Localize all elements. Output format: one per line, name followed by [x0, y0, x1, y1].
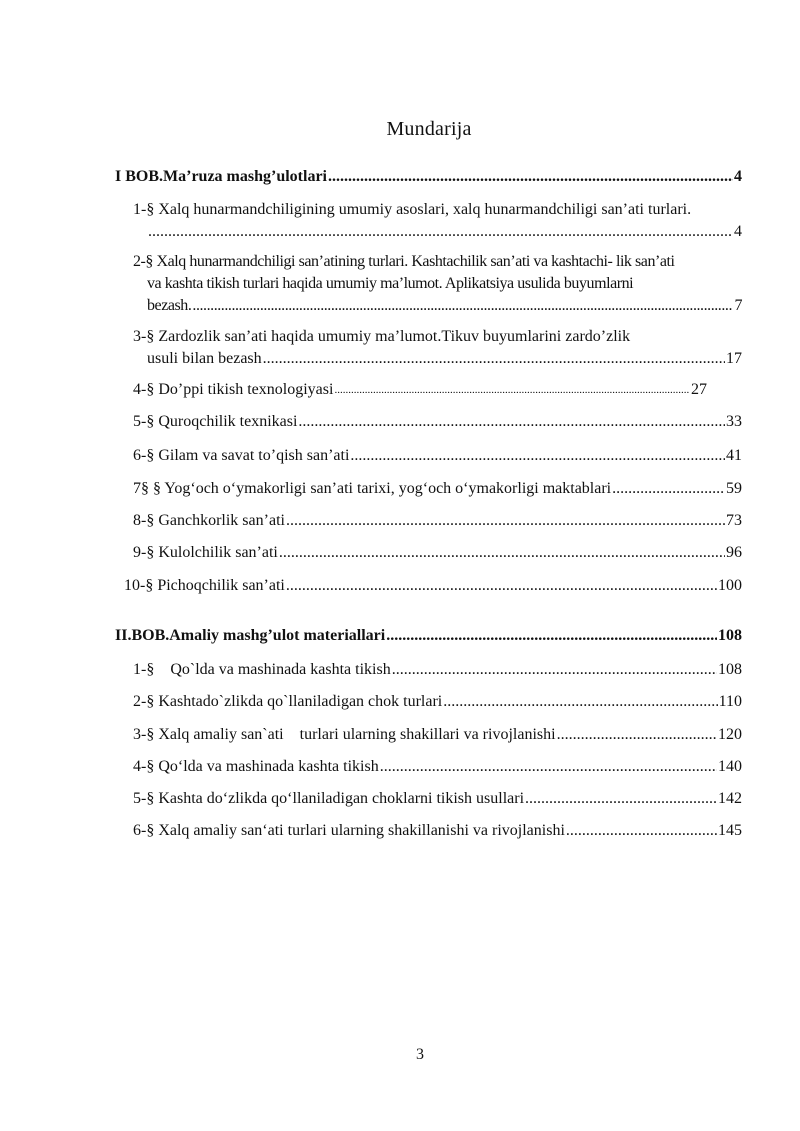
toc-leader-dots [148, 221, 733, 243]
toc-page-number: 96 [726, 544, 742, 561]
toc-entry-text: bezash. [147, 297, 192, 314]
toc-entry-9[interactable] [133, 542, 742, 564]
toc-leader-dots [443, 691, 717, 713]
toc-page-number: 142 [718, 790, 742, 807]
toc-leader-dots [334, 379, 690, 401]
toc-leader-dots [328, 166, 733, 188]
toc-entry-text: 3-§ Xalq amaliy san`ati turlari ularning shakillari va rivojlanishi [133, 726, 556, 743]
page-number: 3 [416, 1046, 424, 1063]
toc-leader-dots [286, 575, 717, 597]
toc-page-number: 108 [718, 661, 742, 678]
toc-page-number: 7 [734, 297, 742, 314]
toc-entry-text: 8-§ Ganchkorlik san’ati [133, 512, 285, 529]
toc-page-number: 73 [726, 512, 742, 529]
toc-leader-dots [566, 820, 717, 842]
toc-leader-dots [263, 348, 725, 370]
toc-page-number: 4 [734, 168, 742, 185]
toc-page-number: 4 [734, 223, 742, 240]
toc-leader-dots [612, 478, 725, 500]
toc-entry-text: 9-§ Kulolchilik san’ati [133, 544, 278, 561]
toc-page-number: 120 [718, 726, 742, 743]
toc-entry-ii-5[interactable] [133, 788, 742, 810]
toc-page-number: 100 [718, 577, 742, 594]
toc-chapter-1[interactable] [115, 166, 742, 188]
toc-entry-text: II.BOB.Amaliy mashg’ulot materiallari [115, 627, 386, 644]
toc-entry-ii-2[interactable] [133, 691, 742, 713]
toc-entry-text: 2-§ Kashtado`zlikda qo`llaniladigan chok turlari [133, 693, 443, 710]
toc-leader-dots [525, 788, 717, 810]
toc-entry-text: 10-§ Pichoqchilik san’ati [124, 577, 285, 594]
toc-entry-text: 4-§ Qo‘lda va mashinada kashta tikish [133, 758, 379, 775]
toc-entry-text: 7§ § Yog‘och o‘ymakorligi san’ati tarixi, yog‘och o‘ymakorligi maktablari [133, 480, 612, 497]
toc-entry-text: 6-§ Gilam va savat to’qish san’ati [133, 447, 350, 464]
toc-page-number: 59 [726, 480, 742, 497]
toc-leader-dots [192, 295, 733, 317]
toc-entry-text: 6-§ Xalq amaliy san‘ati turlari ularning shakillanishi va rivojlanishi [133, 822, 565, 839]
toc-entry-7[interactable] [133, 478, 742, 500]
toc-entry-text: 5-§ Quroqchilik texnikasi [133, 413, 298, 430]
toc-chapter-2[interactable] [115, 625, 742, 647]
toc-leader-dots [279, 542, 725, 564]
toc-entry-6[interactable] [133, 445, 742, 467]
toc-leader-dots [298, 411, 725, 433]
toc-entry-3[interactable] [133, 326, 742, 370]
toc-entry-ii-6[interactable] [133, 820, 742, 842]
toc-entry-5[interactable] [133, 411, 742, 433]
toc-entry-4[interactable] [133, 379, 707, 401]
toc-page-number: 17 [726, 350, 742, 367]
toc-entry-10[interactable] [124, 575, 742, 597]
toc-entry-text: I BOB.Ma’ruza mashg’ulotlari [115, 168, 327, 185]
toc-page-number: 140 [718, 758, 742, 775]
toc-leader-dots [350, 445, 725, 467]
toc-leader-dots [286, 510, 725, 532]
toc-entry-text: 2-§ Xalq hunarmandchiligi san’atining turlari. Kashtachilik san’ati va kashtachi- lik san’ati [133, 253, 675, 270]
toc-page-number: 27 [691, 381, 707, 398]
toc-entry-2[interactable] [133, 251, 742, 317]
toc-entry-ii-1[interactable] [133, 659, 742, 681]
toc-entry-text: 4-§ Do’ppi tikish texnologiyasi [133, 381, 334, 398]
toc-entry-ii-4[interactable] [133, 756, 742, 778]
toc-entry-text: 5-§ Kashta do‘zlikda qo‘llaniladigan choklarni tikish usullari [133, 790, 525, 807]
toc-entry-1[interactable] [133, 199, 742, 243]
toc-leader-dots [392, 659, 717, 681]
toc-page-number: 108 [718, 627, 742, 644]
toc-entry-text: usuli bilan bezash [147, 350, 262, 367]
toc-leader-dots [557, 724, 717, 746]
toc-entry-ii-3[interactable] [133, 724, 742, 746]
toc-page-number: 110 [718, 693, 742, 710]
toc-page-number: 33 [726, 413, 742, 430]
toc-entry-text: 1-§ Xalq hunarmandchiligining umumiy asoslari, xalq hunarmandchiligi san’ati turlari. [133, 201, 692, 218]
toc-entry-text: 1-§ Qo`lda va mashinada kashta tikish [133, 661, 391, 678]
toc-entry-text: va kashta tikish turlari haqida umumiy ma’lumot. Aplikatsiya usulida buyumlarni [147, 275, 634, 292]
toc-entry-8[interactable] [133, 510, 742, 532]
page-title: Mundarija [386, 118, 472, 140]
toc-page-number: 41 [726, 447, 742, 464]
toc-page-number: 145 [718, 822, 742, 839]
toc-leader-dots [380, 756, 717, 778]
toc-leader-dots [386, 625, 717, 647]
toc-entry-text: 3-§ Zardozlik san’ati haqida umumiy ma’lumot.Tikuv buyumlarini zardo’zlik [133, 328, 631, 345]
